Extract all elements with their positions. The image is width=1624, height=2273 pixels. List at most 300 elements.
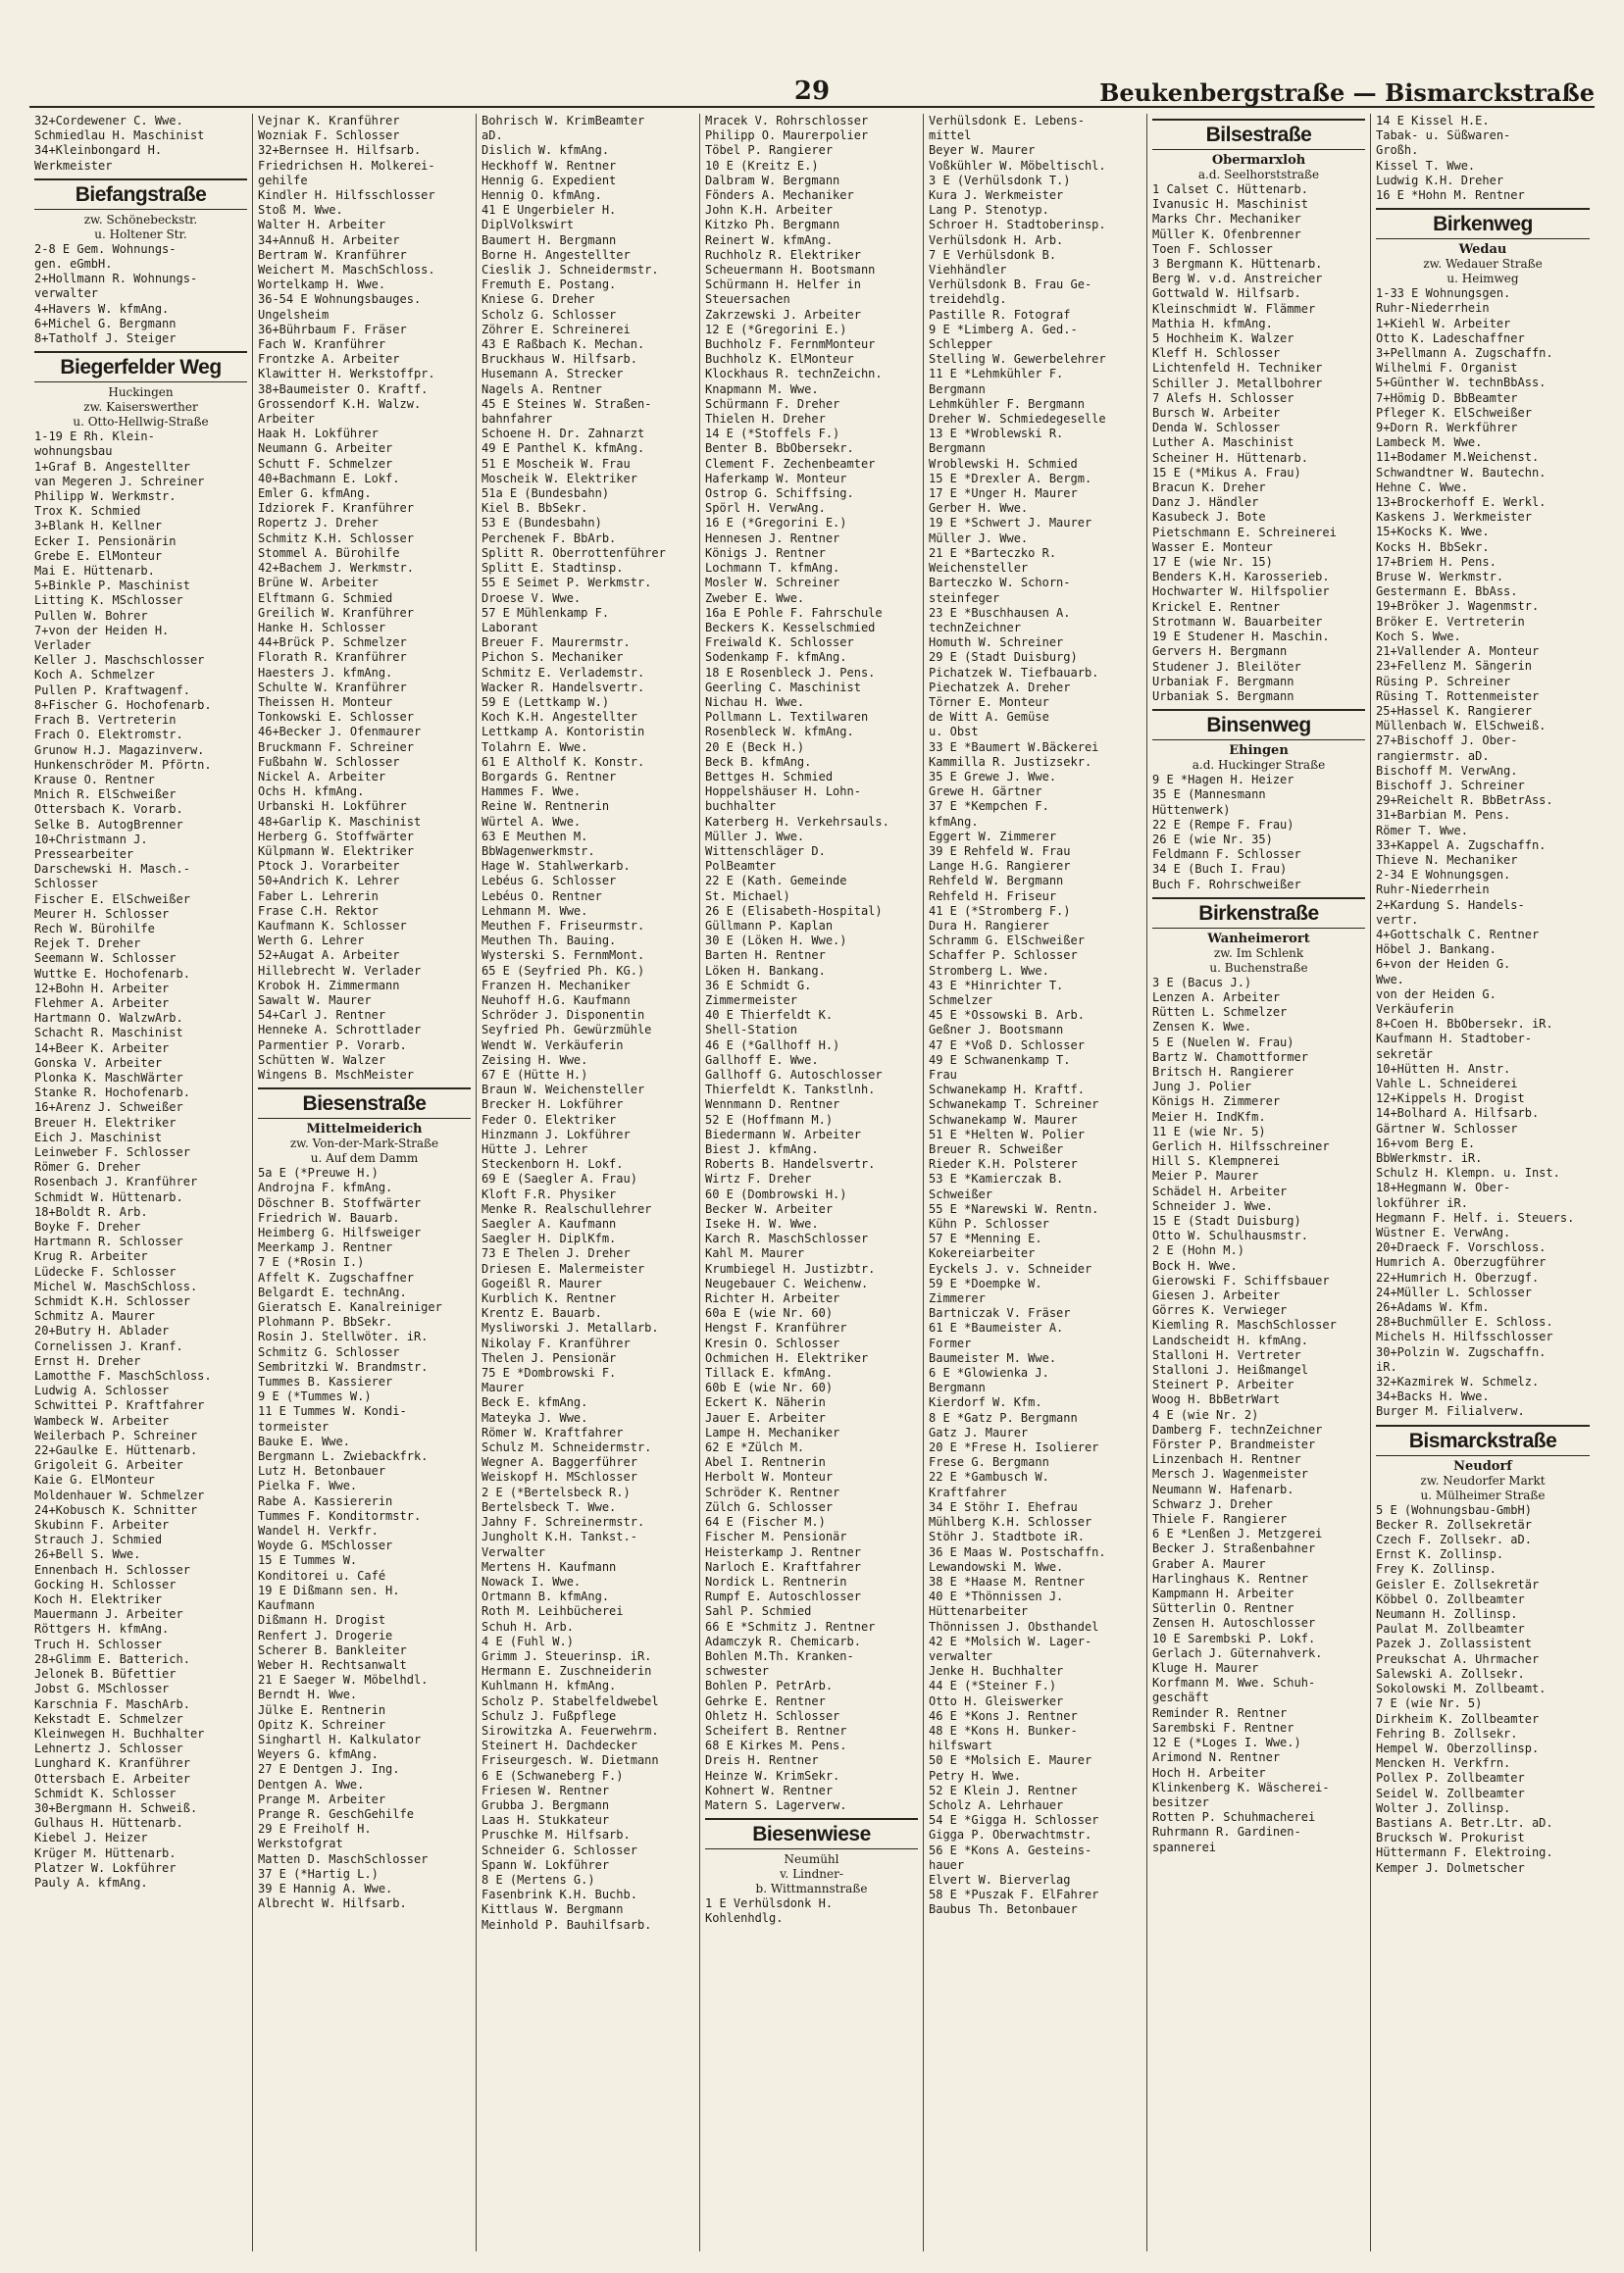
resident-entry: Krause O. Rentner: [34, 772, 155, 786]
directory-column: [29, 114, 253, 2251]
resident-entry: Thierfeldt K. Tankstlnh.: [705, 1083, 876, 1097]
resident-entry: Wozniak F. Schlosser: [258, 128, 400, 143]
resident-entry: 60b E (wie Nr. 60): [705, 1381, 834, 1395]
resident-entry: 26 E (Elisabeth-Hospital): [705, 903, 883, 918]
resident-entry: Gerlach J. Güternahverk.: [1152, 1645, 1323, 1660]
resident-entry: 60 E (Dombrowski H.): [705, 1187, 847, 1201]
resident-entry: Sodenkamp F. kfmAng.: [705, 650, 847, 665]
street-location: u. Otto-Hellwig-Straße: [73, 415, 209, 429]
resident-entry: 66 E *Schmitz J. Rentner: [705, 1619, 876, 1634]
resident-entry: Pazek J. Zollassistent: [1376, 1637, 1532, 1651]
resident-entry: Karschnia F. MaschArb.: [34, 1696, 190, 1711]
resident-entry: Schwarz J. Dreher: [1152, 1496, 1273, 1511]
resident-entry: Denda W. Schlosser: [1152, 421, 1281, 435]
resident-entry: Lochmann T. kfmAng.: [705, 561, 840, 576]
resident-entry: Meinhold P. Bauhilfsarb.: [482, 1917, 652, 1932]
street-heading: Biefangstraße: [34, 178, 247, 210]
resident-entry: Hütte J. Lehrer: [482, 1142, 588, 1157]
resident-entry: Roth M. Leihbücherei: [482, 1604, 624, 1619]
resident-entry: 34+Backs H. Wwe.: [1376, 1389, 1490, 1404]
resident-entry: Strotmann W. Bauarbeiter: [1152, 614, 1323, 629]
resident-entry: Philipp O. Maurerpolier: [705, 128, 869, 143]
resident-entry: 36+Bührbaum F. Fräser: [258, 322, 407, 336]
resident-entry: Seidel W. Zollbeamter: [1376, 1786, 1525, 1800]
resident-entry: 30+Polzin W. Zugschaffn.: [1376, 1344, 1547, 1359]
resident-entry: Wortelkamp H. Wwe.: [258, 278, 386, 292]
resident-entry: Baumert H. Bergmann: [482, 232, 617, 247]
resident-entry: Feder O. Elektriker: [482, 1112, 617, 1127]
resident-entry: Grebe E. ElMonteur: [34, 548, 163, 563]
resident-entry: 22 E (Rempe F. Frau): [1152, 817, 1294, 832]
resident-entry: Spörl H. VerwAng.: [705, 501, 826, 516]
resident-entry: Eich J. Maschinist: [34, 1130, 163, 1144]
resident-entry: 12 E (*Loges I. Wwe.): [1152, 1736, 1301, 1750]
resident-entry: 41 E (*Stromberg F.): [929, 903, 1071, 918]
resident-entry: Höbel J. Bankang.: [1376, 942, 1497, 957]
resident-entry: 2 E (Hohn M.): [1152, 1243, 1244, 1258]
resident-entry: Strauch J. Schmied: [34, 1533, 163, 1547]
resident-entry: 15+Kocks K. Wwe.: [1376, 525, 1490, 539]
resident-entry: Kraftfahrer: [929, 1485, 1007, 1499]
resident-entry: Nikolay F. Kranführer: [482, 1336, 631, 1350]
resident-entry: Weichensteller: [929, 561, 1029, 576]
resident-entry: 7 Alefs H. Schlosser: [1152, 390, 1294, 405]
street-location: zw. Neudorfer Markt: [1420, 1473, 1546, 1488]
resident-entry: Kühn P. Schlosser: [929, 1217, 1049, 1232]
resident-entry: Marks Chr. Mechaniker: [1152, 212, 1301, 227]
resident-entry: Külpmann W. Elektriker: [258, 843, 414, 858]
resident-entry: Gerlich H. Hilfsschreiner: [1152, 1138, 1330, 1153]
resident-entry: 29 E (Stadt Duisburg): [929, 650, 1078, 665]
resident-entry: 18+Hegmann W. Ober-: [1376, 1181, 1511, 1195]
street-location: zw. Wedauer Straße: [1423, 257, 1543, 272]
resident-entry: 34+Annuß H. Arbeiter: [258, 232, 400, 247]
resident-entry: Pastille R. Fotograf: [929, 307, 1071, 322]
resident-entry: Landscheidt H. kfmAng.: [1152, 1333, 1308, 1347]
resident-entry: Urbaniak S. Bergmann: [1152, 688, 1294, 703]
resident-entry: Zeising H. Wwe.: [482, 1052, 588, 1067]
resident-entry: Schramm G. ElSchweißer: [929, 934, 1085, 948]
resident-entry: Wegner A. Baggerführer: [482, 1455, 637, 1470]
resident-entry: Bergmann: [929, 441, 986, 456]
resident-entry: Biest J. kfmAng.: [705, 1142, 819, 1157]
resident-entry: 10+Hütten H. Anstr.: [1376, 1061, 1511, 1076]
resident-entry: gehilfe: [258, 173, 308, 187]
resident-entry: Pichatzek W. Tiefbauarb.: [929, 665, 1099, 680]
resident-entry: Jobst G. MSchlosser: [34, 1682, 170, 1696]
resident-entry: St. Michael): [705, 888, 790, 903]
resident-entry: Herbolt W. Monteur: [705, 1470, 834, 1485]
resident-entry: 17 E (wie Nr. 15): [1152, 555, 1273, 570]
resident-entry: Bischoff M. VerwAng.: [1376, 763, 1518, 778]
resident-entry: Gallhoff G. Autoschlosser: [705, 1068, 883, 1082]
resident-entry: 32+Cordewener C. Wwe.: [34, 114, 183, 127]
resident-entry: Stommel A. Bürohilfe: [258, 545, 400, 560]
resident-entry: 15 E (*Mikus A. Frau): [1152, 465, 1301, 480]
resident-entry: Kissel T. Wwe.: [1376, 158, 1476, 173]
resident-entry: Stanke R. Hochofenarb.: [34, 1086, 190, 1100]
resident-entry: Ochs H. kfmAng.: [258, 784, 365, 799]
resident-entry: 59 E (Lettkamp W.): [482, 694, 610, 709]
resident-entry: Dirkheim K. Zollbeamter: [1376, 1711, 1540, 1726]
resident-entry: Pressearbeiter: [34, 846, 134, 861]
resident-entry: Großh.: [1376, 143, 1419, 158]
resident-entry: Gestermann E. BbAss.: [1376, 584, 1518, 599]
resident-entry: 54+Carl J. Rentner: [258, 1008, 386, 1023]
resident-entry: 42 E *Molsich W. Lager-: [929, 1634, 1092, 1648]
resident-entry: 6+Michel G. Bergmann: [34, 316, 177, 330]
resident-entry: Grewe H. Gärtner: [929, 784, 1042, 799]
resident-entry: Würtel A. Wwe.: [482, 814, 582, 829]
resident-entry: 3 Bergmann K. Hüttenarb.: [1152, 257, 1323, 272]
resident-entry: Affelt K. Zugschaffner: [258, 1270, 414, 1285]
resident-entry: 60a E (wie Nr. 60): [705, 1306, 834, 1321]
resident-entry: Ernst H. Dreher: [34, 1353, 141, 1368]
resident-entry: Hoppelshäuser H. Lohn-: [705, 784, 861, 799]
resident-entry: Steckenborn H. Lokf.: [482, 1157, 624, 1172]
resident-entry: Truch H. Schlosser: [34, 1637, 163, 1651]
resident-entry: Kahl M. Maurer: [705, 1246, 805, 1261]
resident-entry: Franzen H. Mechaniker: [482, 978, 631, 992]
resident-entry: 19 E Studener H. Maschin.: [1152, 630, 1330, 644]
resident-entry: Lebéus G. Schlosser: [482, 874, 617, 888]
resident-entry: Lettkamp A. Kontoristin: [482, 725, 645, 739]
resident-entry: hilfswart: [929, 1739, 993, 1753]
resident-entry: Lang P. Stenotyp.: [929, 203, 1049, 218]
resident-entry: 25+Hassel K. Rangierer: [1376, 703, 1532, 718]
resident-entry: 32+Kazmirek W. Schmelz.: [1376, 1375, 1540, 1389]
resident-entry: Bröker E. Vertreterin: [1376, 614, 1525, 629]
resident-entry: Stalloni H. Vertreter: [1152, 1347, 1301, 1362]
resident-entry: Haak H. Lokführer: [258, 427, 379, 441]
resident-entry: Fremuth E. Postang.: [482, 278, 617, 292]
resident-entry: Pollmann L. Textilwaren: [705, 710, 869, 725]
resident-entry: Ruchholz R. Elektriker: [705, 247, 861, 262]
resident-entry: 51 E Moscheik W. Frau: [482, 456, 631, 471]
resident-entry: Schulte W. Kranführer: [258, 680, 407, 694]
resident-entry: Schlepper: [929, 337, 993, 352]
resident-entry: Koch A. Schmelzer: [34, 668, 155, 682]
resident-entry: Fehring B. Zollsekr.: [1376, 1726, 1518, 1741]
resident-entry: PolBeamter: [705, 859, 777, 874]
resident-entry: 50 E *Molsich E. Maurer: [929, 1753, 1092, 1768]
resident-entry: treidehdlg.: [929, 292, 1007, 307]
resident-entry: Geßner J. Bootsmann: [929, 1023, 1064, 1037]
resident-entry: Abel I. Rentnerin: [705, 1455, 826, 1470]
resident-entry: Friseurgesch. W. Dietmann: [482, 1753, 659, 1768]
resident-entry: Grigoleit G. Arbeiter: [34, 1458, 183, 1473]
resident-entry: 57 E *Menning E.: [929, 1232, 1042, 1246]
resident-entry: Homuth W. Schreiner: [929, 635, 1064, 650]
resident-entry: Bruckmann F. Schreiner: [258, 739, 414, 754]
resident-entry: Preukschat A. Uhrmacher: [1376, 1651, 1540, 1666]
resident-entry: 22+Humrich H. Oberzugf.: [1376, 1270, 1540, 1285]
resident-entry: Leinweber F. Schlosser: [34, 1144, 190, 1159]
resident-entry: bahnfahrer: [482, 412, 553, 427]
resident-entry: Schaffer P. Schlosser: [929, 948, 1078, 963]
resident-entry: 56 E *Kons A. Gesteins-: [929, 1843, 1092, 1857]
resident-entry: Schmitz K.H. Schlosser: [258, 530, 414, 545]
resident-entry: Hartmann O. WalzwArb.: [34, 1011, 183, 1026]
directory-column: [700, 114, 924, 2251]
district-name: Wedau: [1458, 242, 1507, 258]
resident-entry: Voßkühler W. Möbeltischl.: [929, 158, 1106, 173]
resident-entry: Pietschmann E. Schreinerei: [1152, 525, 1337, 539]
resident-entry: Rieder K.H. Polsterer: [929, 1157, 1078, 1172]
resident-entry: 46 E *Kons J. Rentner: [929, 1708, 1078, 1723]
resident-entry: Jauer E. Arbeiter: [705, 1410, 826, 1425]
resident-entry: Schweißer: [929, 1187, 993, 1201]
resident-entry: Bartniczak V. Fräser: [929, 1306, 1071, 1321]
resident-entry: Richter H. Arbeiter: [705, 1291, 840, 1306]
resident-entry: Hunkenschröder M. Pförtn.: [34, 757, 212, 772]
resident-entry: Ptock J. Vorarbeiter: [258, 859, 400, 874]
resident-entry: Selke B. AutogBrenner: [34, 817, 183, 832]
resident-entry: Klawitter H. Werkstoffpr.: [258, 367, 435, 381]
resident-entry: 38 E *Haase M. Rentner: [929, 1574, 1085, 1589]
resident-entry: Luther A. Maschinist: [1152, 435, 1294, 450]
resident-entry: Ottersbach E. Arbeiter: [34, 1771, 190, 1786]
resident-entry: Scheifert B. Rentner: [705, 1723, 847, 1738]
resident-entry: Bischoff J. Schreiner: [1376, 778, 1525, 792]
resident-entry: Jülke E. Rentnerin: [258, 1702, 386, 1717]
resident-entry: Woyde G. MSchlosser: [258, 1539, 393, 1553]
resident-entry: Breuer F. Maurermstr.: [482, 635, 631, 650]
resident-entry: 7+Hömig D. BbBeamter: [1376, 390, 1518, 405]
resident-entry: Husemann A. Strecker: [482, 367, 624, 381]
page-number: 29: [793, 76, 831, 106]
resident-entry: Klinkenberg K. Wäscherei-: [1152, 1780, 1330, 1794]
resident-entry: Bruckhaus W. Hilfsarb.: [482, 352, 637, 367]
resident-entry: 35 E (Mannesmann: [1152, 787, 1266, 802]
resident-entry: 5+Günther W. technBbAss.: [1376, 376, 1547, 390]
resident-entry: geschäft: [1152, 1691, 1209, 1705]
resident-entry: Sirowitzka A. Feuerwehrm.: [482, 1723, 659, 1738]
resident-entry: 52+Augat A. Arbeiter: [258, 948, 400, 963]
resident-entry: Sütterlin O. Rentner: [1152, 1601, 1294, 1616]
resident-entry: Gogeißl R. Maurer: [482, 1276, 602, 1290]
resident-entry: Koch H. Elektriker: [34, 1592, 163, 1607]
resident-entry: Wüstner E. VerwAng.: [1376, 1226, 1511, 1240]
resident-entry: Verkäuferin: [1376, 1001, 1454, 1016]
resident-entry: Kammilla R. Justizsekr.: [929, 754, 1092, 769]
resident-entry: Moldenhauer W. Schmelzer: [34, 1488, 205, 1502]
resident-entry: 1 E Verhülsdonk H.: [705, 1896, 834, 1911]
resident-entry: Brucksch W. Prokurist: [1376, 1831, 1525, 1845]
resident-entry: Klockhaus R. technZeichn.: [705, 367, 883, 381]
resident-entry: 36-54 E Wohnungsbauges.: [258, 292, 422, 307]
resident-entry: Sahl P. Schmied: [705, 1604, 812, 1619]
resident-entry: Salewski A. Zollsekr.: [1376, 1666, 1525, 1681]
resident-entry: Clement F. Zechenbeamter: [705, 456, 876, 471]
resident-entry: Britsch H. Rangierer: [1152, 1064, 1294, 1079]
resident-entry: Otto K. Ladeschaffner: [1376, 330, 1525, 345]
resident-entry: Korfmann M. Wwe. Schuh-: [1152, 1676, 1316, 1691]
resident-entry: Borne H. Angestellter: [482, 247, 631, 262]
resident-entry: Heisterkamp J. Rentner: [705, 1544, 861, 1559]
resident-entry: 9 E *Limberg A. Ged.-: [929, 322, 1078, 336]
resident-entry: Fußbahn W. Schlosser: [258, 754, 400, 769]
resident-entry: 14 E Kissel H.E.: [1376, 114, 1490, 127]
resident-entry: Feldmann F. Schlosser: [1152, 847, 1301, 862]
resident-entry: Bertram W. Kranführer: [258, 247, 407, 262]
resident-entry: Kekstadt E. Schmelzer: [34, 1711, 183, 1726]
resident-entry: Zöhrer E. Schreinerei: [482, 322, 631, 336]
resident-entry: Kaufmann: [258, 1598, 315, 1613]
resident-entry: Kasubeck J. Bote: [1152, 510, 1266, 525]
resident-entry: 11 E (wie Nr. 5): [1152, 1124, 1266, 1138]
resident-entry: Giesen J. Arbeiter: [1152, 1288, 1281, 1302]
street-location: u. Mülheimer Straße: [1420, 1488, 1546, 1502]
resident-entry: 15 E (Stadt Duisburg): [1152, 1213, 1301, 1228]
resident-entry: Neuhoff H.G. Kaufmann: [482, 992, 631, 1007]
resident-entry: 20 E *Frese H. Isolierer: [929, 1440, 1099, 1455]
resident-entry: Bergmann: [929, 381, 986, 396]
resident-entry: Ohletz H. Schlosser: [705, 1708, 840, 1723]
resident-entry: 2 E (*Bertelsbeck R.): [482, 1485, 631, 1499]
directory-column: [1147, 114, 1371, 2251]
resident-entry: Thelen J. Pensionär: [482, 1350, 617, 1365]
resident-entry: Rehfeld H. Friseur: [929, 888, 1057, 903]
resident-entry: Shell-Station: [705, 1023, 797, 1037]
resident-entry: 48 E *Kons H. Bunker-: [929, 1723, 1078, 1738]
resident-entry: Zimmermeister: [705, 992, 797, 1007]
resident-entry: Barten H. Rentner: [705, 948, 826, 963]
resident-entry: Bastians A. Betr.Ltr. aD.: [1376, 1815, 1553, 1830]
resident-entry: Burger M. Filialverw.: [1376, 1404, 1525, 1419]
resident-entry: Knapmann M. Wwe.: [705, 381, 819, 396]
resident-entry: 9 E (*Tummes W.): [258, 1389, 372, 1404]
resident-entry: Florath R. Kranführer: [258, 650, 407, 665]
resident-entry: 4 E (wie Nr. 2): [1152, 1407, 1259, 1422]
resident-entry: Schmidt K.H. Schlosser: [34, 1294, 190, 1309]
resident-entry: 21 E *Barteczko R.: [929, 545, 1057, 560]
resident-entry: Hempel W. Oberzollinsp.: [1376, 1741, 1540, 1755]
resident-entry: 16 E *Hohn M. Rentner: [1376, 188, 1525, 203]
resident-entry: Platzer W. Lokführer: [34, 1860, 177, 1875]
resident-entry: Buchholz F. FernmMonteur: [705, 337, 876, 352]
resident-entry: mittel: [929, 128, 972, 143]
resident-entry: Ortmann B. kfmAng.: [482, 1590, 610, 1604]
resident-entry: 36 E Schmidt G.: [705, 978, 812, 992]
resident-entry: 13+Brockerhoff E. Werkl.: [1376, 495, 1547, 510]
resident-entry: Hengst F. Kranführer: [705, 1321, 847, 1336]
resident-entry: Steinert P. Arbeiter: [1152, 1378, 1294, 1392]
resident-entry: 5a E (*Preuwe H.): [258, 1166, 379, 1181]
resident-entry: 61 E Altholf K. Konstr.: [482, 754, 645, 769]
resident-entry: 3 E (Bacus J.): [1152, 975, 1252, 989]
resident-entry: Törner E. Monteur: [929, 694, 1049, 709]
resident-entry: 55 E *Narewski W. Rentn.: [929, 1201, 1099, 1216]
resident-entry: Philipp W. Werkmstr.: [34, 489, 177, 504]
street-location: u. Buchenstraße: [1209, 960, 1308, 975]
resident-entry: Fischer M. Pensionär: [705, 1530, 847, 1544]
district-name: Mittelmeiderich: [306, 1122, 423, 1137]
resident-entry: Herberg G. Stoffwärter: [258, 829, 414, 843]
resident-entry: Driesen E. Malermeister: [482, 1261, 645, 1276]
resident-entry: Schwandtner W. Bautechn.: [1376, 465, 1547, 480]
resident-entry: 55 E Seimet P. Werkmstr.: [482, 576, 652, 590]
resident-entry: Kresin O. Schlosser: [705, 1336, 840, 1350]
resident-entry: Renfert J. Drogerie: [258, 1628, 393, 1642]
resident-entry: Wingens B. MschMeister: [258, 1068, 414, 1082]
resident-entry: Belgardt E. technAng.: [258, 1285, 407, 1299]
resident-entry: 46 E (*Gallhoff H.): [705, 1037, 840, 1052]
resident-entry: Stöhr J. Stadtbote iR.: [929, 1530, 1085, 1544]
resident-entry: technZeichner: [929, 620, 1021, 634]
resident-entry: Pollex P. Zollbeamter: [1376, 1771, 1525, 1786]
street-location: a.d. Huckinger Straße: [1192, 758, 1326, 773]
district-name: Ehingen: [1229, 743, 1289, 759]
resident-entry: 35 E Grewe J. Wwe.: [929, 769, 1057, 783]
resident-entry: Bohrisch W. KrimBeamter: [482, 114, 645, 127]
resident-entry: Kleinschmidt W. Flämmer: [1152, 301, 1316, 316]
street-location: zw. Kaiserswerther: [83, 400, 198, 415]
resident-entry: Konditorei u. Café: [258, 1568, 386, 1583]
resident-entry: Dura H. Rangierer: [929, 918, 1049, 933]
resident-entry: Borgards G. Rentner: [482, 769, 617, 783]
resident-entry: Bursch W. Arbeiter: [1152, 406, 1281, 421]
resident-entry: Ungelsheim: [258, 307, 330, 322]
resident-entry: Königs H. Zimmerer: [1152, 1094, 1281, 1109]
resident-entry: Krickel E. Rentner: [1152, 599, 1281, 614]
resident-entry: Nowack I. Wwe.: [482, 1574, 582, 1589]
resident-entry: Fönders A. Mechaniker: [705, 188, 854, 203]
resident-entry: Meuthen Th. Bauing.: [482, 934, 617, 948]
resident-entry: 19 E *Schwert J. Maurer: [929, 516, 1092, 530]
resident-entry: 73 E Thelen J. Dreher: [482, 1246, 631, 1261]
resident-entry: Stoß M. Wwe.: [258, 203, 343, 218]
resident-entry: Schwanekamp T. Schreiner: [929, 1097, 1099, 1112]
resident-entry: 17+Briem H. Pens.: [1376, 554, 1497, 569]
resident-entry: Lambeck M. Wwe.: [1376, 435, 1483, 450]
resident-entry: Verhülsdonk H. Arb.: [929, 232, 1064, 247]
resident-entry: Wandel H. Verkfr.: [258, 1524, 379, 1539]
resident-entry: Töbel P. Rangierer: [705, 143, 834, 158]
resident-entry: 69 E (Saegler A. Frau): [482, 1172, 637, 1187]
resident-entry: 48+Garlip K. Maschinist: [258, 814, 422, 829]
resident-entry: Nordick L. Rentnerin: [705, 1574, 847, 1589]
resident-entry: Darschewski H. Masch.-: [34, 862, 190, 877]
resident-entry: 42+Bachem J. Werkmstr.: [258, 561, 414, 576]
resident-entry: 16+vom Berg E.: [1376, 1136, 1476, 1150]
resident-entry: Rejek T. Dreher: [34, 936, 141, 951]
resident-entry: Rosenbleck W. kfmAng.: [705, 725, 854, 739]
resident-entry: Ludwig A. Schlosser: [34, 1384, 170, 1398]
resident-entry: Mateyka J. Wwe.: [482, 1410, 588, 1425]
resident-entry: Kluge H. Maurer: [1152, 1661, 1259, 1676]
resident-entry: Barteczko W. Schorn-: [929, 576, 1071, 590]
resident-entry: Mauermann J. Arbeiter: [34, 1607, 183, 1622]
resident-entry: Eggert W. Zimmerer: [929, 829, 1057, 843]
resident-entry: Schroer H. Stadtoberinsp.: [929, 218, 1106, 232]
street-location: a.d. Seelhorststraße: [1197, 168, 1320, 181]
resident-entry: Schlosser: [34, 877, 99, 891]
resident-entry: Meier H. IndKfm.: [1152, 1109, 1266, 1124]
resident-entry: Mracek V. Rohrschlosser: [705, 114, 869, 127]
resident-entry: 24+Kobusch K. Schnitter: [34, 1502, 198, 1517]
resident-entry: hauer: [929, 1857, 965, 1872]
resident-entry: 33+Kappel A. Zugschaffn.: [1376, 837, 1547, 852]
resident-entry: Verwalter: [482, 1544, 546, 1559]
resident-entry: Katerberg H. Verkehrsauls.: [705, 814, 889, 829]
resident-entry: Brecker H. Lokführer: [482, 1097, 624, 1112]
resident-entry: Mysliworski J. Metallarb.: [482, 1321, 659, 1336]
resident-entry: 7 E (wie Nr. 5): [1376, 1696, 1483, 1711]
resident-entry: Becker J. Straßenbahner: [1152, 1541, 1316, 1556]
resident-entry: 8 E (Mertens G.): [482, 1872, 595, 1887]
resident-entry: Jahny F. Schreinermstr.: [482, 1515, 645, 1530]
